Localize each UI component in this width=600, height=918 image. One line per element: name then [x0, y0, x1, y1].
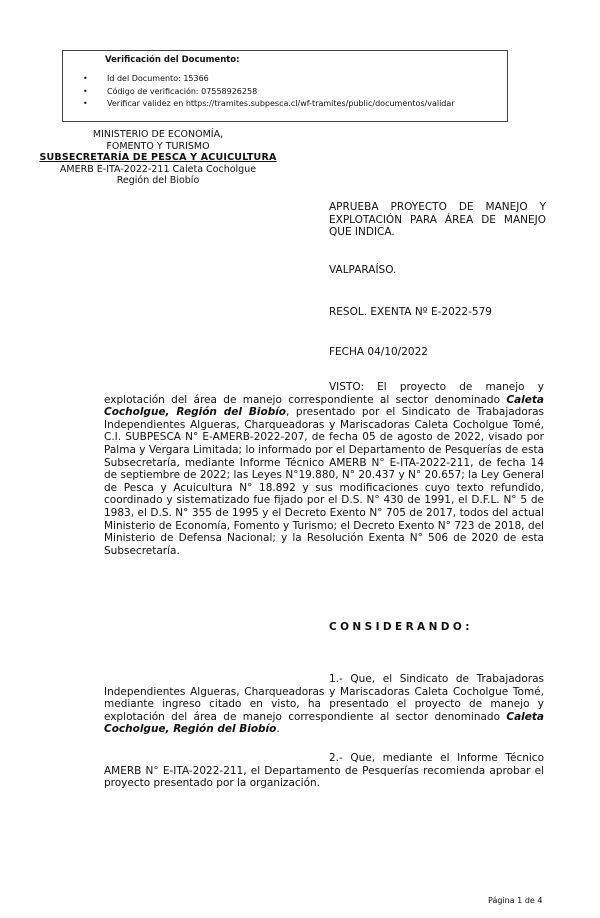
city: VALPARAÍSO. — [329, 264, 397, 276]
document-title: APRUEBA PROYECTO DE MANEJO Y EXPLOTACIÓN PARA ÁREA DE MANEJO QUE INDICA. — [329, 201, 546, 239]
verification-title: Verificación del Documento: — [105, 55, 240, 65]
verification-code: • Código de verificación: 07558926258 — [83, 86, 455, 99]
ministry-line: MINISTERIO DE ECONOMÍA, — [92, 129, 224, 140]
verification-list — [83, 73, 455, 111]
considerando-heading: CONSIDERANDO: — [329, 621, 473, 633]
visto-text-2: , presentado por el Sindicato de Trabajadoras Independientes Algueras, Charqueadoras y Mariscadoras Caleta Cocholgue Tomé, C.I. SUBPESCA N° E-AMERB-2022-207, de fecha 05 de agosto de 2022, visado por Palma y Vergara Limitada; lo informado por el Departamento de Pesquerías de esta Subsecretaría, mediante Informe Técnico AMERB N° E-ITA-2022-211, de fecha 14 de septiembre de 2022; las Leyes N°19.880, N° 20.437 y N° 20.657; la Ley General de Pesca y Acuicultura N° 18.892 y sus modificaciones cuyo texto refundido, coordinado y sistematizado fue fijado por el D.S. N° 430 de 1991, el D.F.L. N° 5 de 1983, el D.S. N° 355 de 1995 y el Decreto Exento N° 705 de 2017, todos del actual Ministerio de Economía, Fomento y Turismo; el Decreto Exento N° 723 de 2018, del Ministerio de Defensa Nacional; y la Resolución Exenta N° 506 de 2020 de esta Subsecretaría. — [104, 406, 544, 557]
region-line: Región del Biobío — [116, 175, 200, 186]
verification-url[interactable]: • Verificar validez en https://tramites.subpesca.cl/wf-tramites/public/documentos/validar — [83, 98, 455, 111]
page-number: Página 1 de 4 — [488, 896, 543, 905]
amerb-line: AMERB E-ITA-2022-211 Caleta Cocholgue — [59, 163, 257, 175]
verification-box — [62, 50, 508, 122]
ministry-header — [30, 129, 286, 187]
considerando-2: 2.- Que, mediante el Informe Técnico AMERB N° E-ITA-2022-211, el Departamento de Pesquerías recomienda aprobar el proyecto presentado por la organización. — [104, 752, 544, 790]
considerando-1-end: . — [276, 723, 280, 736]
resolution-date: FECHA 04/10/2022 — [329, 346, 428, 358]
visto-paragraph — [104, 381, 544, 557]
considerando-1-text: 1.- Que, el Sindicato de Trabajadoras Independientes Algueras, Charqueadoras y Mariscadoras Caleta Cocholgue Tomé, mediante ingreso citado en visto, ha presentado el proyecto de manejo y explotación del área de manejo correspondiente al sector denominado — [104, 673, 544, 723]
considerando-1-sector-name: Caleta Cocholgue, Región del Biobío — [104, 710, 544, 736]
considerando-1 — [104, 673, 544, 736]
resolution-number: RESOL. EXENTA Nº E-2022-579 — [329, 306, 492, 318]
visto-text-1: VISTO: El proyecto de manejo y explotación del área de manejo correspondiente al sector denominado — [104, 381, 544, 406]
subsecretaria-line: SUBSECRETARÍA DE PESCA Y ACUICULTURA — [39, 152, 277, 163]
ministry-line-2: FOMENTO Y TURISMO — [106, 140, 210, 152]
visto-sector-name: Caleta Cocholgue, Región del Biobío — [104, 393, 544, 419]
document-id: • Id del Documento: 15366 — [83, 73, 455, 86]
